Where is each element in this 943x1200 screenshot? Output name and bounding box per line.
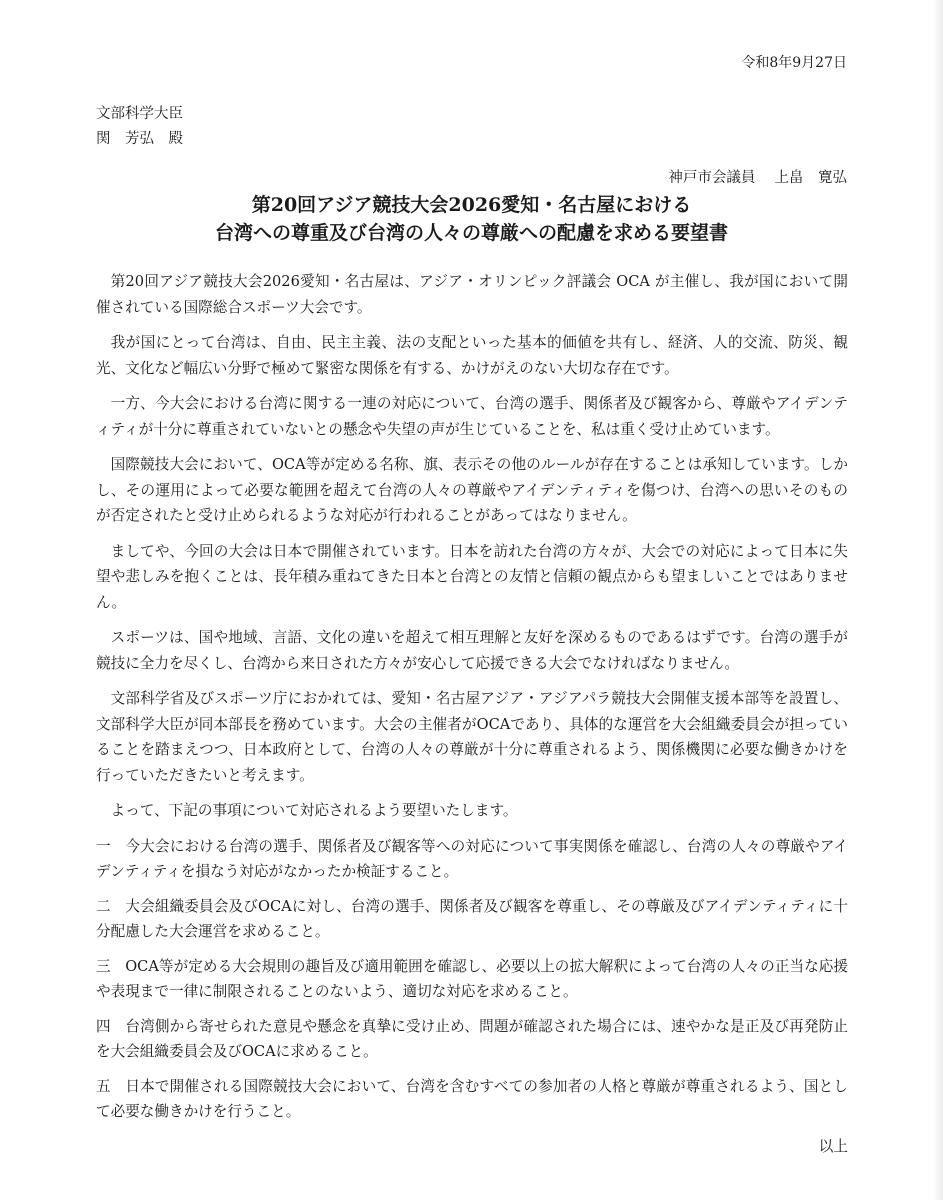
request-item-text: 日本で開催される国際競技大会において、台湾を含むすべての参加者の人格と尊厳が尊重されるよう、国として必要な働きかけを行うこと。 <box>96 1077 848 1120</box>
request-item-text: 今大会における台湾の選手、関係者及び観客等への対応について事実関係を確認し、台湾の人々の尊厳やアイデンティティを損なう対応がなかったか検証すること。 <box>96 837 848 880</box>
addressee-block <box>96 102 183 152</box>
request-item-number: 五 <box>96 1077 111 1095</box>
paragraph: 第20回アジア競技大会2026愛知・名古屋は、アジア・オリンピック評議会 OCA が主催し、我が国において開催されている国際総合スポーツ大会です。 <box>96 273 848 316</box>
title-line-1: 第20回アジア競技大会2026愛知・名古屋における <box>251 194 692 216</box>
request-item-number: 四 <box>96 1017 111 1035</box>
request-item <box>96 834 848 885</box>
request-item-number: 三 <box>96 957 111 975</box>
letter-date: 令和8年9月27日 <box>741 55 847 71</box>
request-item-text: OCA等が定める大会規則の趣旨及び適用範囲を確認し、必要以上の拡大解釈によって台湾の人々の正当な応援や表現まで一律に制限されることのないよう、適切な対応を求めること。 <box>96 957 848 1000</box>
request-items-list <box>96 834 848 1125</box>
paragraph: スポーツは、国や地域、言語、文化の違いを超えて相互理解と友好を深めるものであるはずです。台湾の選手が競技に全力を尽くし、台湾から来日された方々が安心して応援できる大会でなければなりません。 <box>96 629 848 672</box>
paragraph: よって、下記の事項について対応されるよう要望いたします。 <box>110 802 518 819</box>
request-item <box>96 894 848 945</box>
paragraph: 我が国にとって台湾は、自由、民主主義、法の支配といった基本的価値を共有し、経済、人的交流、防災、観光、文化など幅広い分野で極めて緊密な関係を有する、かけがえのない大切な存在です。 <box>96 334 848 377</box>
paragraph: 国際競技大会において、OCA等が定める名称、旗、表示その他のルールが存在することは承知しています。しかし、その運用によって必要な範囲を超えて台湾の人々の尊厳やアイデンティティを傷つけ、台湾への思いそのものが否定されたと受け止められるような対応が行われることがあってはなりません。 <box>96 456 848 524</box>
request-item-text: 大会組織委員会及びOCAに対し、台湾の選手、関係者及び観客を尊重し、その尊厳及びアイデンティティに十分配慮した大会運営を求めること。 <box>96 897 848 940</box>
addressee-name: 関 芳弘 殿 <box>96 131 183 147</box>
addressee-title: 文部科学大臣 <box>96 106 183 122</box>
request-item <box>96 954 848 1005</box>
paragraph: ましてや、今回の大会は日本で開催されています。日本を訪れた台湾の方々が、大会での対応によって日本に失望や悲しみを抱くことは、長年積み重ねてきた日本と台湾との友情と信頼の観点からも望ましいことではありません。 <box>96 542 848 611</box>
request-item <box>96 1074 848 1125</box>
page-edge-shadow <box>933 0 943 1200</box>
document-title <box>96 191 847 247</box>
request-item-number: 二 <box>96 897 111 915</box>
title-line-2: 台湾への尊重及び台湾の人々の尊厳への配慮を求める要望書 <box>214 222 728 244</box>
letter-body <box>96 269 848 1159</box>
closing-mark: 以上 <box>818 1137 848 1155</box>
paragraph: 文部科学省及びスポーツ庁におかれては、愛知・名古屋アジア・アジアパラ競技大会開催支援本部等を設置し、文部科学大臣が同本部長を務めています。大会の主催者がOCAであり、具体的な運営を大会組織委員会が担っていることを踏まえつつ、日本政府として、台湾の人々の尊厳が十分に尊重されるよう、関係機関に必要な働きかけを行っていただきたいと考えます。 <box>96 690 848 784</box>
request-item <box>96 1014 848 1065</box>
paragraph: 一方、今大会における台湾に関する一連の対応について、台湾の選手、関係者及び観客から、尊厳やアイデンティティが十分に尊重されていないとの懸念や失望の声が生じていることを、私は重く受け止めています。 <box>96 395 848 438</box>
request-item-text: 台湾側から寄せられた意見や懸念を真摯に受け止め、問題が確認された場合には、速やかな是正及び再発防止を大会組織委員会及びOCAに求めること。 <box>96 1017 848 1060</box>
sender-line: 神戸市会議員 上畠 寛弘 <box>668 170 847 186</box>
request-item-number: 一 <box>96 837 111 855</box>
